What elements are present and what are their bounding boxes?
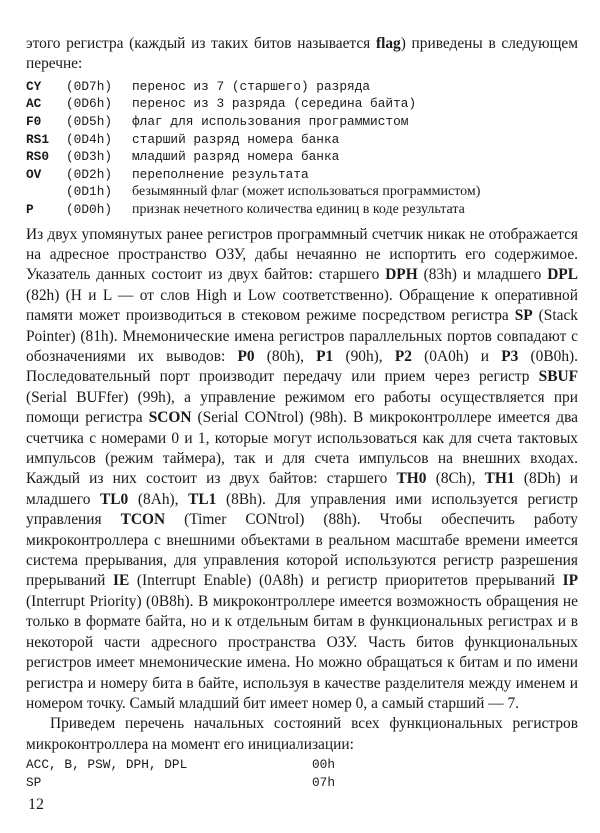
body-text: (Timer CONtrol) (88h). Чтобы обеспечить работу микроконтроллера с внешними объектами в реальном масштабе времени имеется система прерывания, для управления которой используются регистр разрешения прерываний: [26, 511, 578, 590]
register-name: P2: [394, 348, 412, 365]
flag-name: F0: [26, 114, 42, 129]
flag-address: (0D1h): [66, 184, 113, 200]
flag-description: флаг для использования программистом: [132, 114, 409, 129]
flag-name: AC: [26, 96, 42, 112]
init-state-row: [26, 774, 578, 792]
body-text: Из двух упомянутых ранее регистров программный счетчик никак не отображается на адресное пространство ОЗУ, дабы нечаянно не испортить его содержимое. Указатель данных состоит из двух байтов: старшего: [26, 225, 578, 284]
flag-address: (0D4h): [66, 131, 113, 147]
flag-description: перенос из 3 разряда (середина байта): [132, 96, 417, 112]
register-name: P1: [316, 348, 334, 365]
body-text: (80h),: [254, 348, 317, 365]
register-name: SP: [514, 307, 533, 325]
body-text: (0A0h) и: [411, 348, 502, 365]
flag-description: перенос из 7 (старшего) разряда: [132, 78, 371, 94]
intro-text: этого регистра (каждый из таких битов называется: [26, 35, 376, 52]
flag-item: [26, 166, 578, 184]
flag-item: [26, 113, 578, 131]
register-name: IP: [562, 572, 578, 590]
flag-item: [26, 95, 578, 113]
flag-address: (0D2h): [66, 166, 113, 182]
body-text: (83h) и младшего: [417, 266, 548, 284]
body-text: (Serial CONtrol) (98h). В микроконтроллере имеется два счетчика с номерами 0 и 1, которые могут использоваться как для счета тактовых импульсов (режим таймера), так и для счета импульсов на внешних входах. Каждый из них состоит из двух байтов: старшего: [26, 409, 578, 488]
init-value: 07h: [312, 774, 336, 790]
main-paragraph: [26, 225, 578, 715]
closing-paragraph: Приведем перечень начальных состояний всех функциональных регистров микроконтроллера на момент его инициализации:: [26, 715, 578, 753]
page-number: 12: [28, 796, 44, 813]
body-text: (Interrupt Enable) (0A8h) и регистр приоритетов прерываний: [129, 572, 563, 590]
flag-name: CY: [26, 78, 42, 94]
register-name: P3: [501, 348, 519, 365]
flag-term: flag: [375, 35, 401, 52]
register-name: DPL: [547, 266, 578, 284]
intro-paragraph: [26, 34, 578, 75]
flag-name: P: [26, 201, 34, 217]
flag-item: [26, 78, 578, 96]
flag-address: (0D3h): [66, 149, 113, 165]
init-state-row: [26, 756, 578, 774]
register-name: P0: [237, 348, 255, 365]
register-name: TH0: [396, 470, 427, 488]
flag-list: [26, 78, 578, 219]
init-registers: ACC, B, PSW, DPH, DPL: [26, 757, 188, 773]
flag-description: старший разряд номера банка: [132, 131, 340, 147]
flag-name: [26, 183, 66, 201]
register-name: SBUF: [538, 368, 578, 386]
register-name: TL1: [188, 490, 217, 508]
init-state-list: [26, 756, 578, 791]
body-text: (8Ch),: [426, 470, 485, 488]
flag-name: OV: [26, 166, 42, 182]
register-name: TCON: [120, 511, 166, 529]
body-text: (0B0h). Последовательный порт производит передачу или прием через регистр: [26, 348, 578, 386]
register-name: SCON: [148, 409, 192, 427]
flag-address: (0D5h): [66, 114, 113, 129]
body-text: (Interrupt Priority) (0B8h). В микроконтроллере имеется возможность обращения не только в формате байта, но и к отдельным битам в функциональных регистрах и в некоторой части адресного пространства ОЗУ. Часть битов функциональных регистров имеет мнемонические имена. Но можно обращаться к битам и по имени регистра и номеру бита в байте, используя в качестве разделителя между именем и номером точку. Самый младший бит имеет номер 0, а самый старший — 7.: [26, 592, 578, 712]
body-text: (Serial BUFfer) (99h), а управление режимом его работы осуществляется при помощи регистра: [26, 388, 578, 427]
flag-item: [26, 201, 578, 219]
register-name: TL0: [100, 490, 129, 508]
init-registers: SP: [26, 774, 42, 790]
flag-description: младший разряд номера банка: [132, 149, 340, 165]
flag-address: (0D7h): [66, 78, 113, 94]
page-content: [26, 34, 578, 791]
flag-name: RS0: [26, 149, 50, 165]
register-name: DPH: [385, 266, 418, 284]
intro-text-end: ) приведены в следующем перечне:: [26, 35, 578, 73]
register-name: TH1: [484, 470, 515, 488]
flag-address: (0D0h): [66, 201, 113, 217]
body-text: (8Dh) и младшего: [26, 470, 579, 508]
body-text: (Stack Pointer) (81h). Мнемонические имена регистров параллельных портов совпадают с обозначениями их выводов:: [26, 307, 578, 365]
flag-item: [26, 183, 578, 201]
body-text: (90h),: [333, 348, 395, 365]
body-text: (82h) (H и L — от слов High и Low соответственно). Обращение к оперативной памяти может производиться в стековом режиме посредством регистра: [26, 286, 578, 325]
flag-description: переполнение результата: [132, 166, 309, 182]
flag-item: [26, 131, 578, 149]
flag-address: (0D6h): [66, 96, 113, 112]
flag-name: RS1: [26, 131, 50, 147]
register-name: IE: [113, 572, 130, 590]
flag-description: признак нечетного количества единиц в коде результата: [132, 201, 465, 217]
flag-description: безымянный флаг (может использоваться программистом): [132, 184, 481, 200]
body-text: (8Ah),: [128, 490, 189, 508]
body-text: (8Bh). Для управления ими используется регистр управления: [26, 490, 578, 529]
init-value: 00h: [312, 757, 336, 773]
flag-item: [26, 148, 578, 166]
